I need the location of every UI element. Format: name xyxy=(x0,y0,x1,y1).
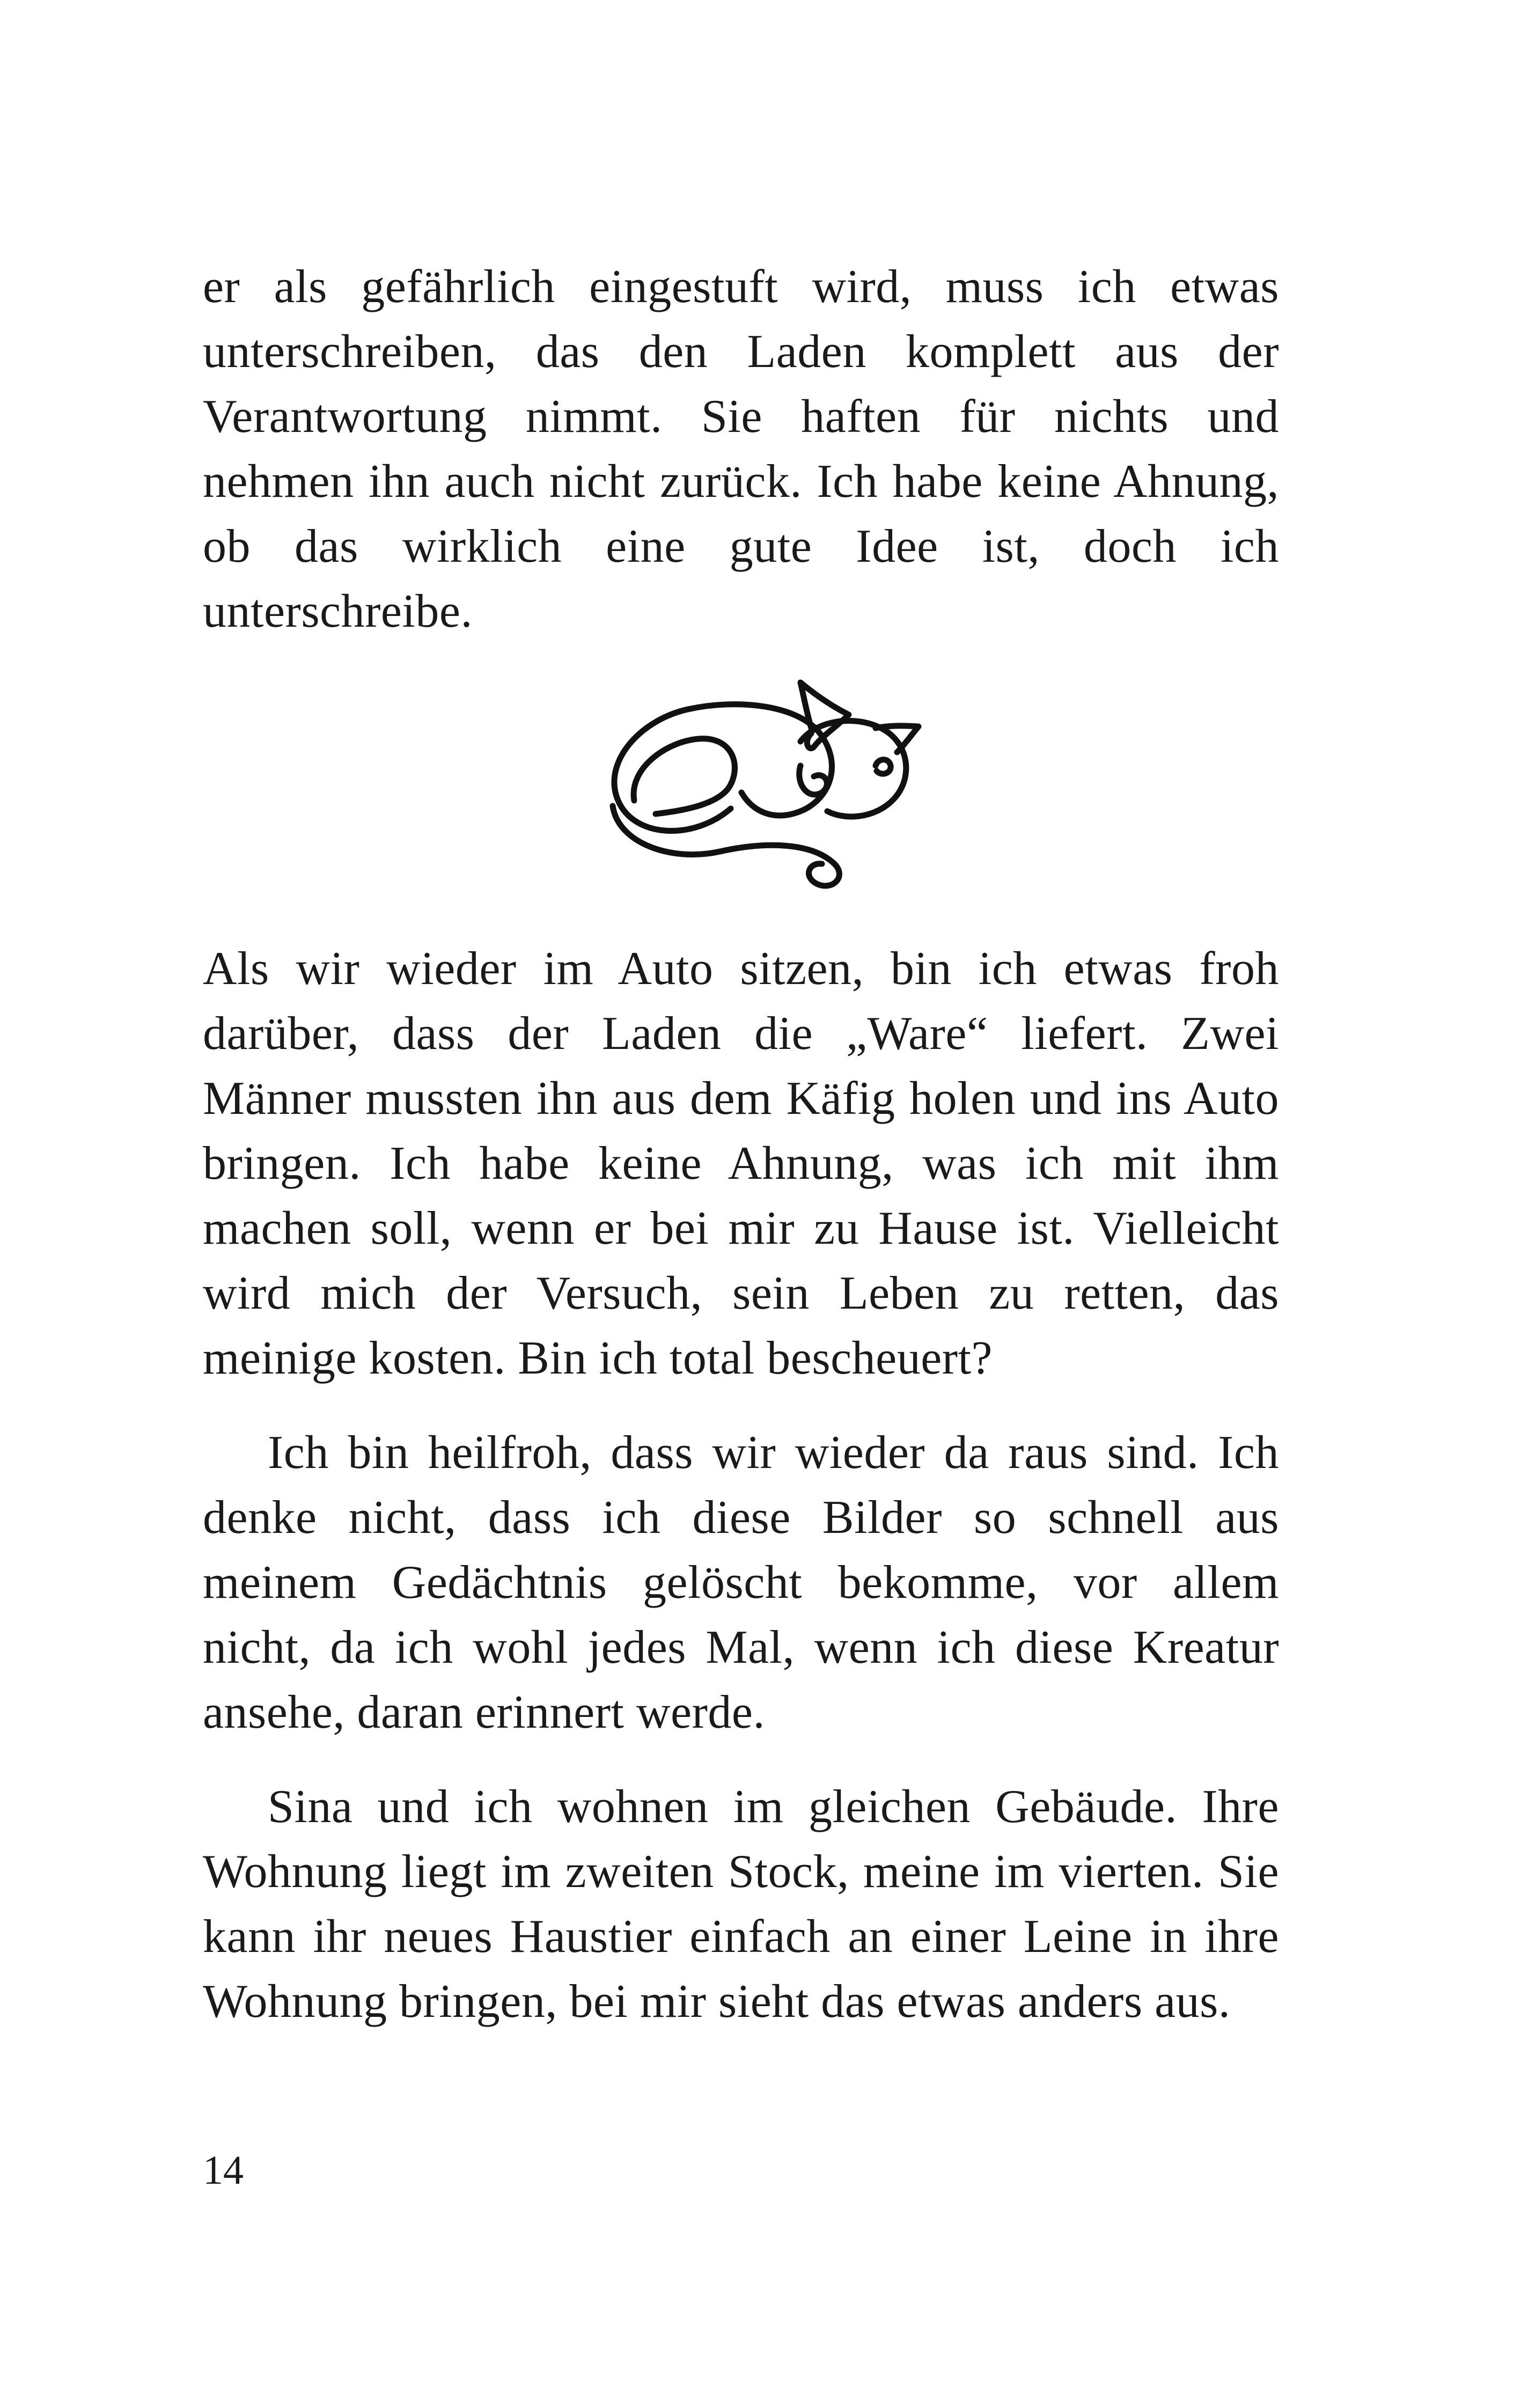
paragraph: Ich bin heilfroh, dass wir wieder da raus sind. Ich denke nicht, dass ich diese Bilder so schnell aus meinem Gedächtnis gelöscht bekomme, vor allem nicht, da ich wohl jedes Mal, wenn ich diese Kreatur ansehe, daran erinnert werde. xyxy=(203,1427,1279,1738)
sleeping-cat-icon xyxy=(597,677,940,897)
text-block-bottom xyxy=(203,936,1279,2034)
paragraph: Als wir wieder im Auto sitzen, bin ich etwas froh darüber, dass der Laden die „Ware“ liefert. Zwei Männer mussten ihn aus dem Käfig holen und ins Auto bringen. Ich habe keine Ahnung, was ich mit ihm machen soll, wenn er bei mir zu Hause ist. Vielleicht wird mich der Versuch, sein Leben zu retten, das meinige kosten. Bin ich total bescheuert? xyxy=(203,943,1279,1384)
text-block-top xyxy=(203,254,1279,644)
page-number: 14 xyxy=(203,2148,244,2193)
paragraph: er als gefährlich eingestuft wird, muss ich etwas unterschreiben, das den Laden komplett aus der Verantwortung nimmt. Sie haften für nichts und nehmen ihn auch nicht zurück. Ich habe keine Ahnung, ob das wirklich eine gute Idee ist, doch ich unterschreibe. xyxy=(203,261,1279,637)
paragraph: Sina und ich wohnen im gleichen Gebäude. Ihre Wohnung liegt im zweiten Stock, meine im vierten. Sie kann ihr neues Haustier einfach an einer Leine in ihre Wohnung bringen, bei mir sieht das etwas anders aus. xyxy=(203,1781,1279,2028)
